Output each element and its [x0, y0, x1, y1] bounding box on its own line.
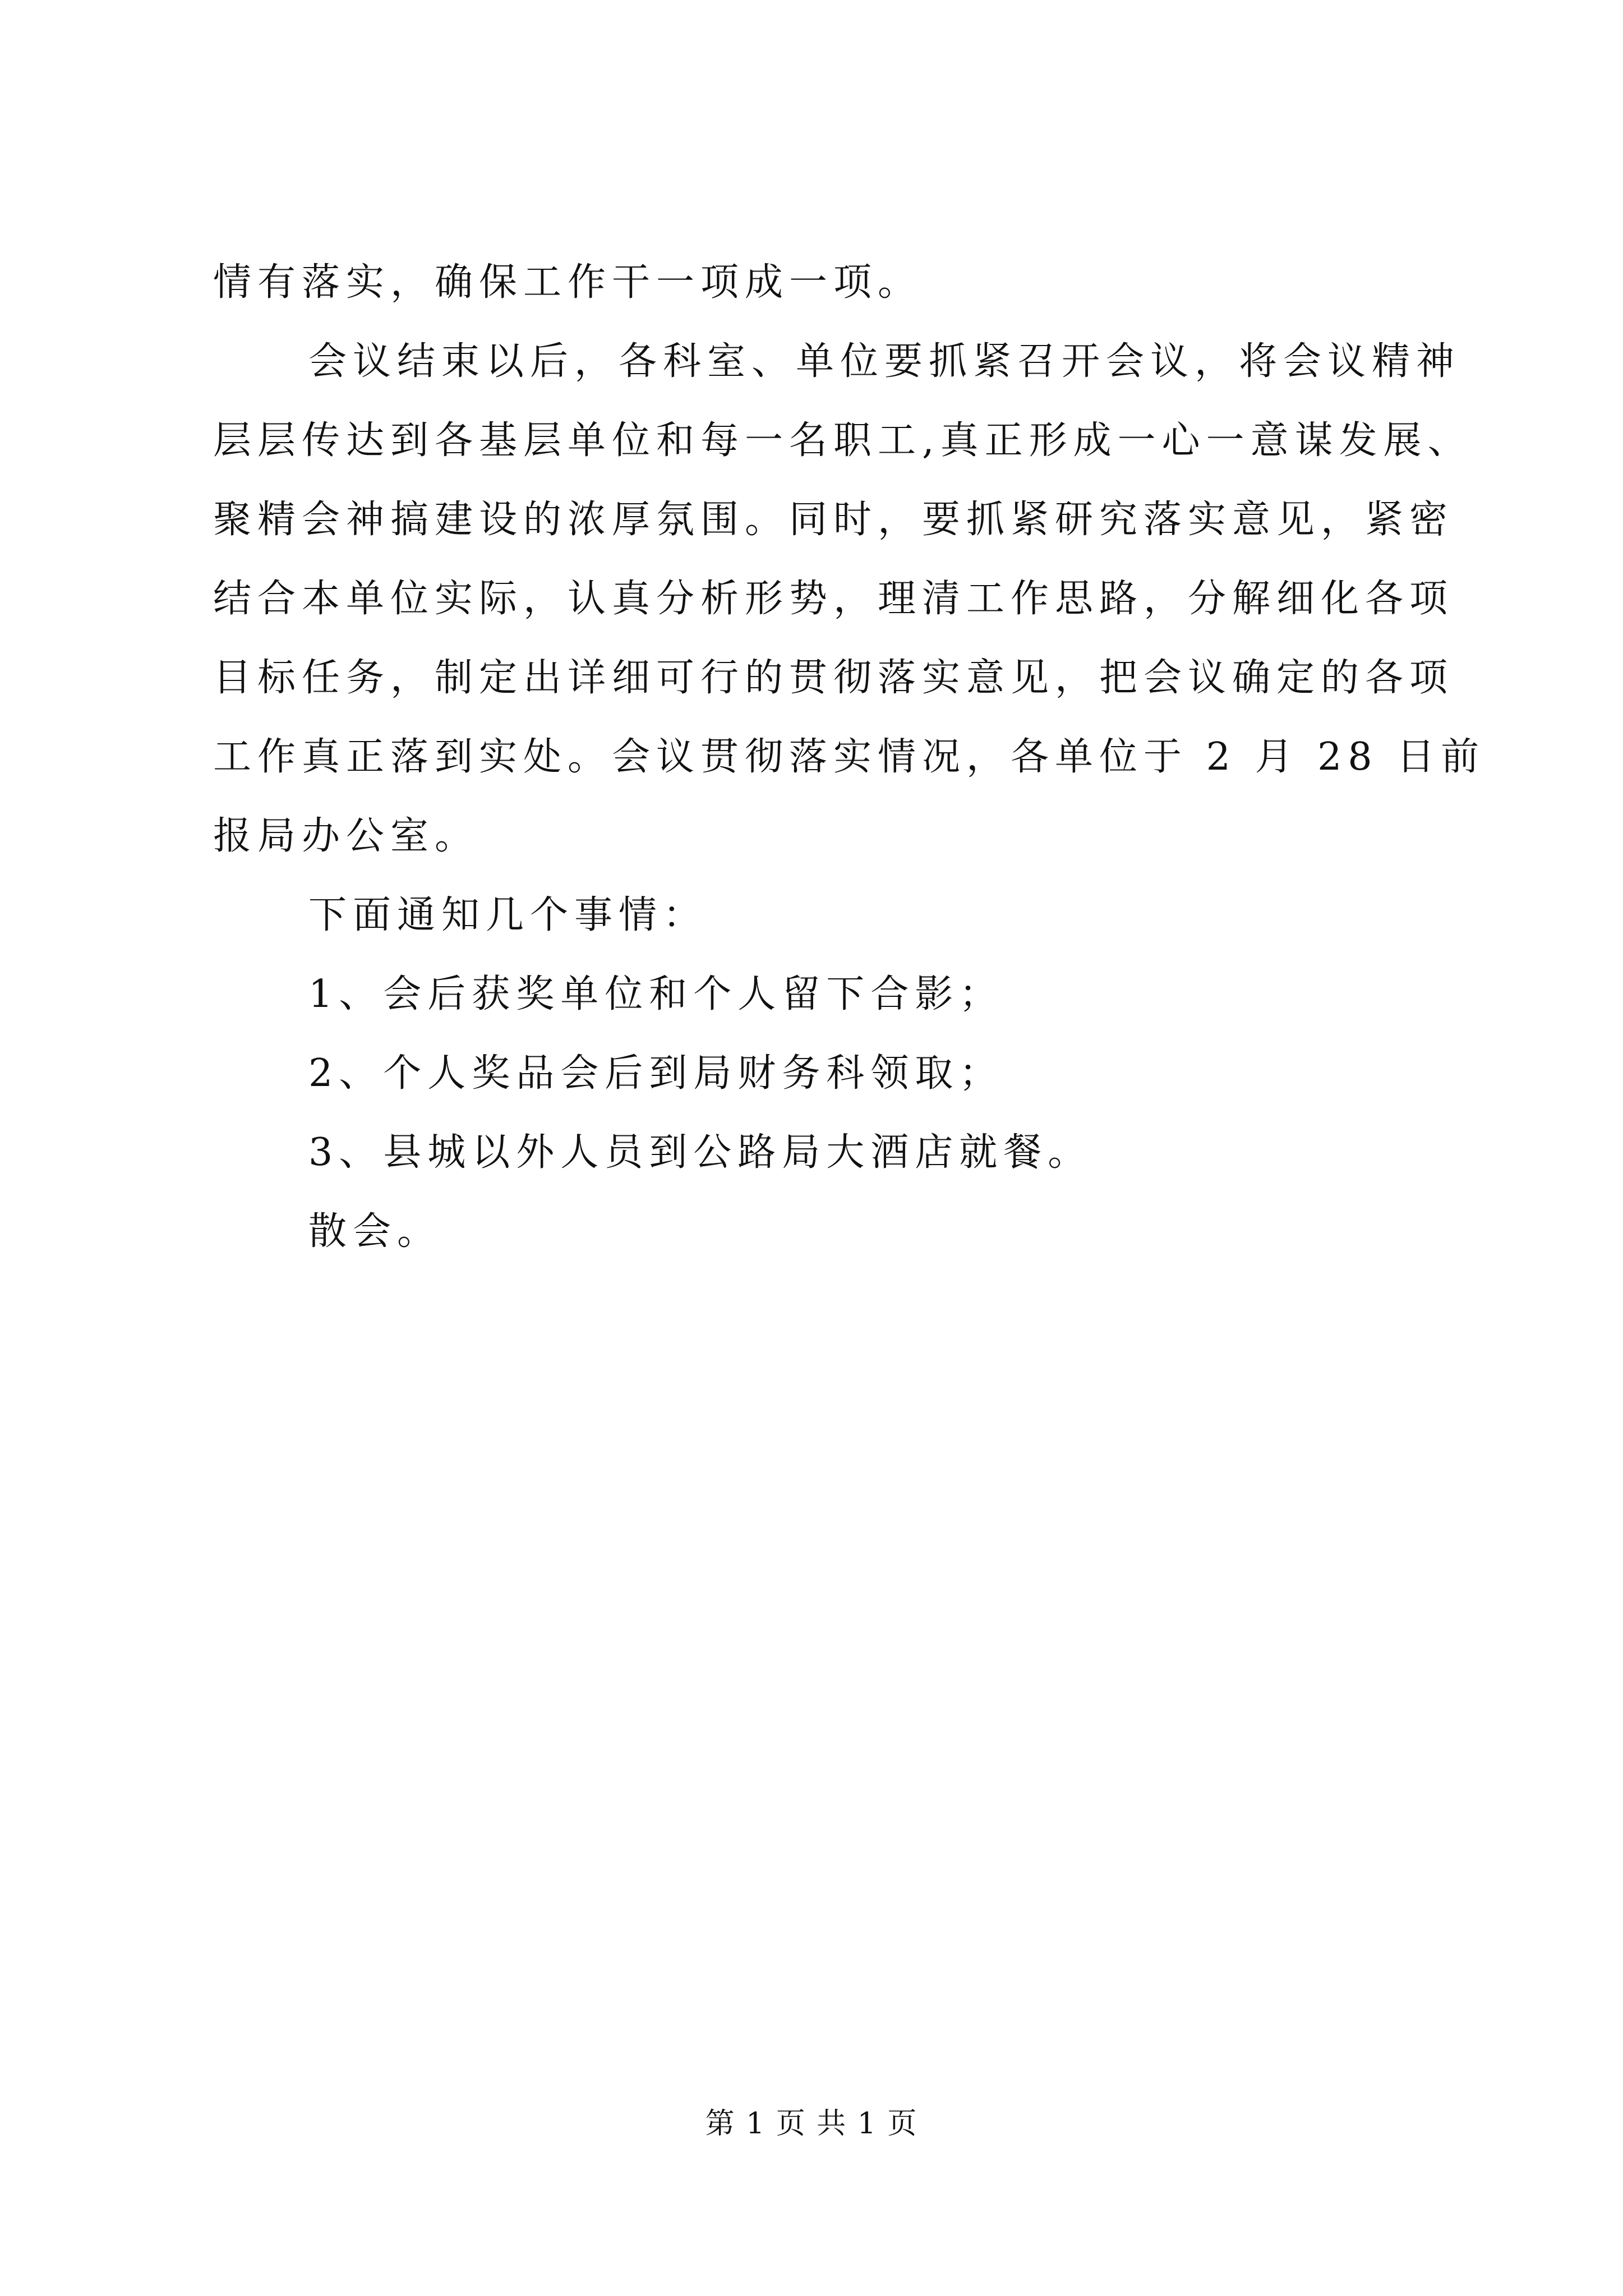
notice-item: 2、个人奖品会后到局财务科领取； — [308, 1051, 1004, 1096]
page-number-footer: 第 1 页 共 1 页 — [705, 2107, 918, 2141]
paragraph-line: 会议结束以后，各科室、单位要抓紧召开会议，将会议精神 — [308, 339, 1461, 384]
notice-item: 3、县城以外人员到公路局大酒店就餐。 — [308, 1130, 1092, 1175]
paragraph-line: 工作真正落到实处。会议贯彻落实情况，各单位于 2 月 28 日前 — [213, 735, 1486, 779]
notice-item: 1、会后获奖单位和个人留下合影； — [308, 972, 1004, 1016]
paragraph-line: 情有落实，确保工作干一项成一项。 — [213, 260, 923, 305]
paragraph-line: 层层传达到各基层单位和每一名职工,真正形成一心一意谋发展、 — [213, 418, 1472, 463]
paragraph-line: 聚精会神搞建设的浓厚氛围。同时，要抓紧研究落实意见，紧密 — [213, 498, 1454, 542]
notice-heading: 下面通知几个事情： — [308, 893, 708, 937]
paragraph-line: 目标任务，制定出详细可行的贯彻落实意见，把会议确定的各项 — [213, 656, 1454, 700]
paragraph-line: 结合本单位实际，认真分析形势，理清工作思路，分解细化各项 — [213, 577, 1454, 621]
paragraph-line: 报局办公室。 — [213, 814, 479, 858]
document-body — [213, 260, 1503, 1292]
closing-line: 散会。 — [308, 1209, 442, 1254]
